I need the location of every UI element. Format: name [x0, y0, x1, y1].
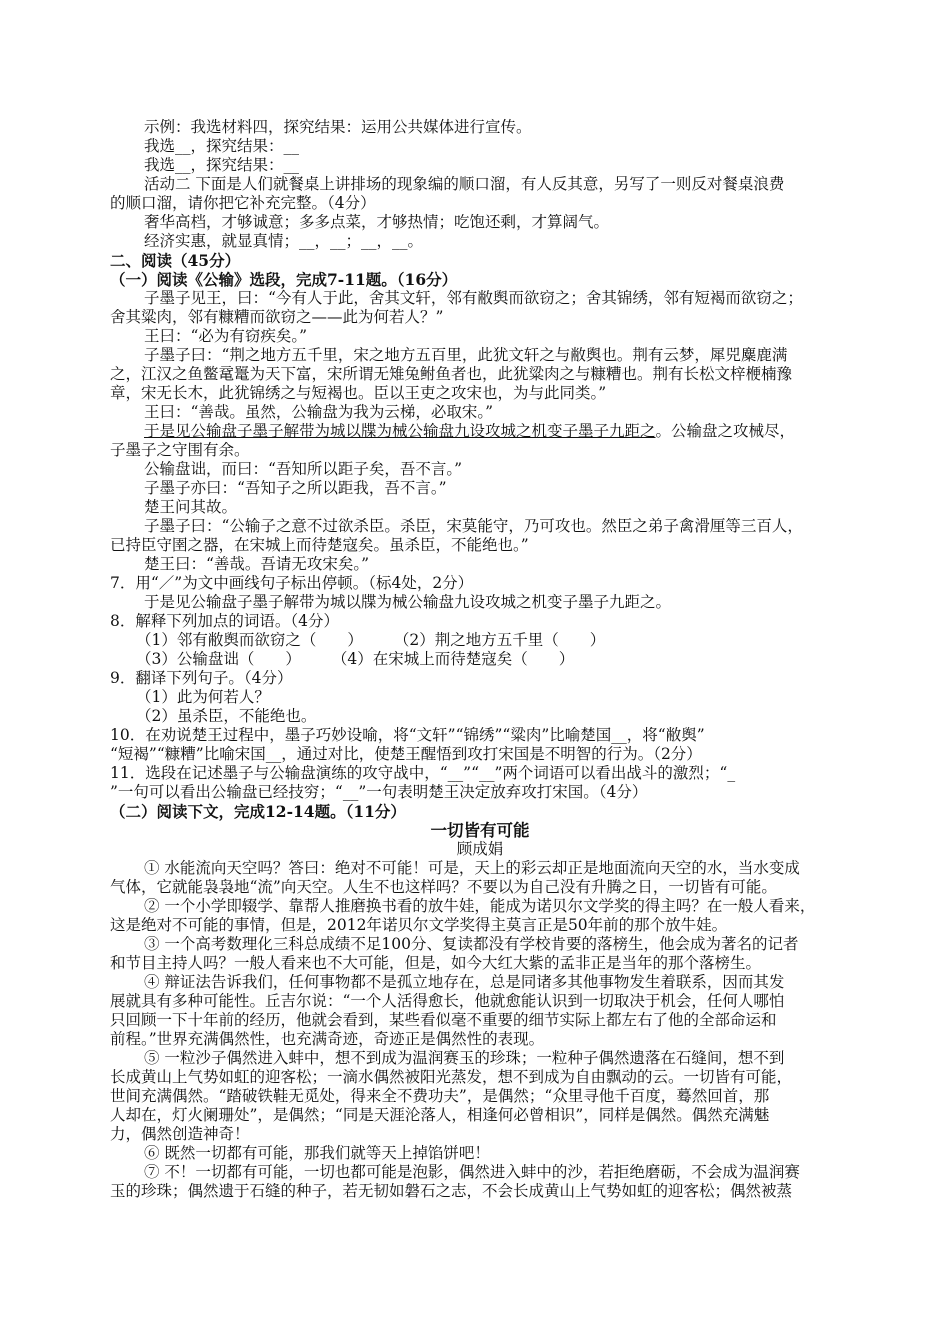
- text-line: （1）此为何若人？: [136, 688, 270, 706]
- text-line: 楚王问其故。: [144, 498, 238, 516]
- text-line: 我选__，探究结果：__: [144, 156, 300, 174]
- text-line: （3）公输盘诎（ ） （4）在宋城上而待楚寇矣（ ）: [136, 650, 575, 668]
- text-line: ⑥ 既然一切都有可能，那我们就等天上掉馅饼吧！: [144, 1144, 490, 1162]
- section-subheading: （一）阅读《公输》选段，完成7-11题。（16分）: [110, 270, 458, 289]
- text-line: ”一句可以看出公输盘已经技穷；“__”一句表明楚王决定放弃攻打宋国。（4分）: [110, 783, 648, 801]
- text-line: 人却在，灯火阑珊处”，是偶然；“同是天涯沦落人，相逢何必曾相识”，同样是偶然。偶然充满魅: [110, 1106, 770, 1124]
- section-subheading: （二）阅读下文，完成12-14题。（11分）: [110, 802, 406, 821]
- text-line: 玉的珍珠；偶然遗于石缝的种子，若无韧如磐石之志，不会长成黄山上气势如虹的迎客松；偶然被蒸: [110, 1182, 793, 1200]
- text-line: 经济实惠，就显真情；__，__；__，__。: [144, 232, 424, 250]
- text-line: 于是见公输盘子墨子解带为城以牒为械公输盘九设攻城之机变子墨子九距之。: [144, 593, 672, 611]
- question-10: 10．在劝说楚王过程中，墨子巧妙设喻，将“文轩”“锦绣”“粱肉”比喻楚国__，将“敝舆”: [110, 726, 705, 744]
- question-7: 7．用“／”为文中画线句子标出停顿。（标4处，2分）: [110, 574, 474, 592]
- text-line: ① 水能流向天空吗？答曰：绝对不可能！可是，天上的彩云却正是地面流向天空的水，当水变成: [144, 859, 800, 877]
- text-line: 公输盘诎，而曰：“吾知所以距子矣，吾不言。”: [144, 460, 463, 478]
- question-11: 11．选段在记述墨子与公输盘演练的攻守战中，“__”“__”两个词语可以看出战斗的激烈；“_: [110, 764, 736, 782]
- text-line: 舍其粱肉，邻有糠糟而欲窃之——此为何若人？”: [110, 308, 444, 326]
- text-line: （1）邻有敝舆而欲窃之（ ） （2）荆之地方五千里（ ）: [136, 631, 606, 649]
- question-8: 8．解释下列加点的词语。（4分）: [110, 612, 339, 630]
- text-line: 前程。”世界充满偶然性，也充满奇迹，奇迹正是偶然性的表现。: [110, 1030, 545, 1048]
- text-line: 力，偶然创造神奇！: [110, 1125, 250, 1143]
- text-line: 已持臣守圉之器，在宋城上而待楚寇矣。虽杀臣，不能绝也。”: [110, 536, 529, 554]
- text-line: 示例：我选材料四，探究结果：运用公共媒体进行宣传。: [144, 118, 532, 136]
- text-line: 子墨子曰：“公输子之意不过欲杀臣。杀臣，宋莫能守，乃可攻也。然臣之弟子禽滑厘等三百人，: [144, 517, 803, 535]
- text-line: 楚王曰：“善哉。吾请无攻宋矣。”: [144, 555, 370, 573]
- text-line: 只回顾一下十年前的经历，他就会看到，某些看似毫不重要的细节实际上都左右了他的全部命运和: [110, 1011, 777, 1029]
- text-span: 。公输盘之攻械尽，: [655, 422, 796, 440]
- text-line: 气体，它就能袅袅地“流”向天空。人生不也这样吗？不要以为自己没有升腾之日，一切皆有可能。: [110, 878, 777, 896]
- text-line: 子墨子亦曰：“吾知子之所以距我，吾不言。”: [144, 479, 447, 497]
- text-line: ② 一个小学即辍学、靠帮人推磨换书看的放牛娃，能成为诺贝尔文学奖的得主吗？在一般人看来，: [144, 897, 816, 915]
- text-line: “短褐”“糠糟”比喻宋国__，通过对比，使楚王醒悟到攻打宋国是不明智的行为。（2分）: [110, 745, 702, 763]
- question-9: 9．翻译下列句子。（4分）: [110, 669, 293, 687]
- text-line: 活动二 下面是人们就餐桌上讲排场的现象编的顺口溜，有人反其意，另写了一则反对餐桌浪费: [144, 175, 785, 193]
- text-line: 我选__，探究结果：__: [144, 137, 300, 155]
- text-line: 之，江汉之鱼鳖鼋鼍为天下富，宋所谓无雉兔鲋鱼者也，此犹粱肉之与糠糟也。荆有长松文梓楩楠豫: [110, 365, 793, 383]
- text-line: ③ 一个高考数理化三科总成绩不足100分、复读都没有学校肯要的落榜生，他会成为著名的记者: [144, 935, 799, 953]
- text-line: 子墨子之守围有余。: [110, 441, 250, 459]
- underlined-sentence: 于是见公输盘子墨子解带为城以牒为械公输盘九设攻城之机变子墨子九距之: [144, 422, 656, 440]
- text-line: 展就具有多种可能性。丘吉尔说：“一个人活得愈长，他就愈能认识到一切取决于机会，任何人哪怕: [110, 992, 785, 1010]
- text-line: ⑤ 一粒沙子偶然进入蚌中，想不到成为温润赛玉的珍珠；一粒种子偶然遗落在石缝间，想不到: [144, 1049, 785, 1067]
- text-line: 王曰：“善哉。虽然，公输盘为我为云梯，必取宋。”: [144, 403, 494, 421]
- text-line: （2）虽杀臣，不能绝也。: [136, 707, 317, 725]
- text-line: ⑦ 不！一切都有可能，一切也都可能是泡影，偶然进入蚌中的沙，若拒绝磨砺，不会成为温润赛: [144, 1163, 800, 1181]
- text-line: 的顺口溜，请你把它补充完整。（4分）: [110, 194, 376, 212]
- text-line: 长成黄山上气势如虹的迎客松；一滴水偶然被阳光蒸发，想不到成为自由飘动的云。一切皆有可能，: [110, 1068, 793, 1086]
- text-line: 子墨子见王，曰：“今有人于此，舍其文轩，邻有敝舆而欲窃之；舍其锦绣，邻有短褐而欲窃之；: [144, 289, 803, 307]
- article-author: 顾成娟: [456, 840, 504, 858]
- text-line: 王曰：“必为有窃疾矣。”: [144, 327, 308, 345]
- article-title: 一切皆有可能: [430, 821, 530, 840]
- text-line: 章，宋无长木，此犹锦绣之与短褐也。臣以王吏之攻宋也，为与此同类。”: [110, 384, 607, 402]
- text-line: ④ 辩证法告诉我们，任何事物都不是孤立地存在，总是同诸多其他事物发生着联系，因而其发: [144, 973, 785, 991]
- text-line: 世间充满偶然。“踏破铁鞋无觅处，得来全不费功夫”，是偶然；“众里寻他千百度，蓦然回首，那: [110, 1087, 770, 1105]
- text-line: 子墨子曰：“荆之地方五千里，宋之地方五百里，此犹文轩之与敝舆也。荆有云梦，犀兕麋鹿满: [144, 346, 788, 364]
- section-heading: 二、阅读（45分）: [110, 251, 241, 270]
- text-line: 和节目主持人吗？一般人看来也不大可能，但是，如今大红大紫的孟非正是当年的那个落榜生。: [110, 954, 762, 972]
- text-line: 奢华高档，才够诚意；多多点菜，才够热情；吃饱还剩，才算阔气。: [144, 213, 610, 231]
- underlined-sentence-line: [144, 422, 850, 441]
- text-line: 这是绝对不可能的事情，但是，2012年诺贝尔文学奖得主莫言正是50年前的那个放牛娃。: [110, 916, 728, 934]
